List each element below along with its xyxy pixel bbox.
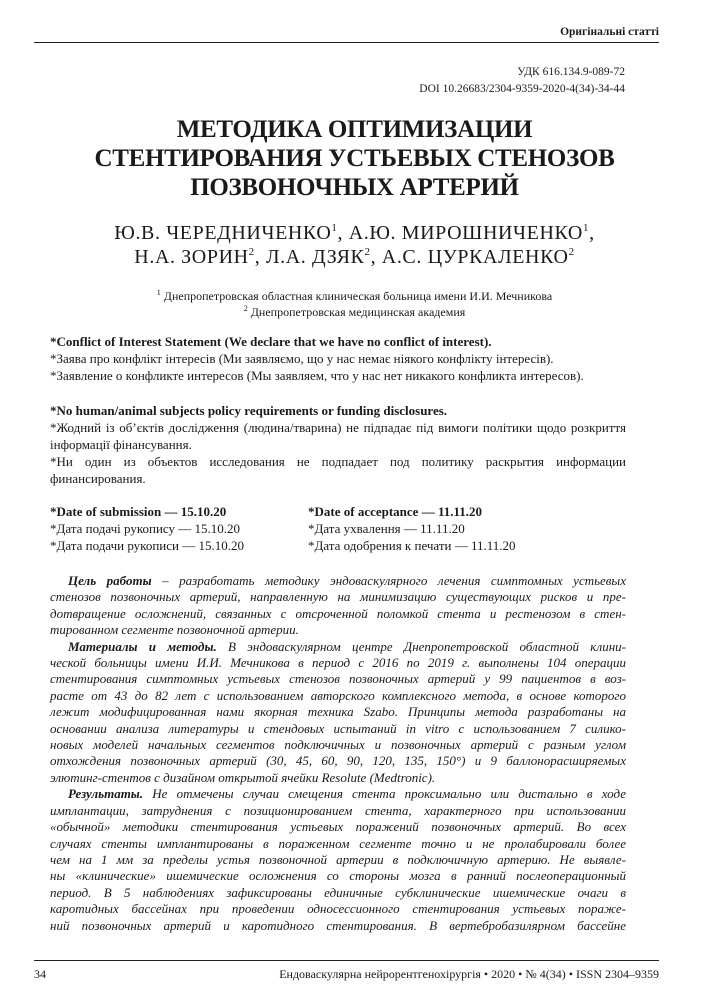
- submission-dates: [50, 503, 300, 554]
- methods-label: Материалы и методы.: [68, 638, 217, 654]
- section-label: Оригінальні статті: [560, 26, 659, 38]
- acceptance-dates: [308, 503, 628, 554]
- abstract-line: ческой больницы имени И.И. Мечникова в период с 2016 по 2019 г. выполнены 104 операции: [50, 655, 626, 671]
- abstract-line: расте от 43 до 82 лет с использованием авторского комплексного метода, в основе которого: [50, 687, 626, 703]
- acceptance-ua: *Дата ухвалення — 11.11.20: [308, 521, 465, 536]
- abstract-line: «обычной» методики стентирования устьевых поражений позвоночных артерий. Во всех: [50, 819, 626, 835]
- author-3: Н.А. ЗОРИН: [134, 246, 249, 268]
- author-5: А.С. ЦУРКАЛЕНКО: [381, 246, 569, 268]
- abstract-line: ны «клинические» ишемические осложнения со стороны мозга в ранний послеоперационный: [50, 868, 626, 884]
- abstract-line: каротидных бассейнах при проведении односессионного стентирования устьевых пораже-: [50, 901, 626, 917]
- abstract-line: [50, 639, 626, 655]
- author-1: Ю.В. ЧЕРЕДНИЧЕНКО: [114, 222, 332, 244]
- conflict-en: *Conflict of Interest Statement (We declare that we have no conflict of interest).: [50, 334, 492, 349]
- title-line-1: МЕТОДИКА ОПТИМИЗАЦИИ: [176, 116, 533, 143]
- conflict-statement: [50, 333, 626, 384]
- author-5-affil: 2: [568, 246, 575, 258]
- affiliations: [50, 288, 659, 320]
- abstract-line: период. В 5 наблюдениях зафиксированы единичные субклинические ишемические очаги в: [50, 884, 626, 900]
- authors-line-1: Ю.В. ЧЕРЕДНИЧЕНКО$^1$, А.Ю. МИРОШНИЧЕНКО$^1$,: [114, 222, 595, 244]
- results-label: Результаты.: [68, 786, 144, 802]
- abstract-line: тированном сегменте позвоночной артерии.: [50, 622, 299, 638]
- affiliation-2-text: Днепропетровская медицинская академия: [250, 305, 466, 319]
- abstract: [50, 573, 626, 934]
- abstract-line: новых моделей начальных сегментов подключичных и позвоночных артерий с разным углом: [50, 737, 626, 753]
- doi: DOI 10.26683/2304-9359-2020-4(34)-34-44: [419, 83, 625, 95]
- article-title: [50, 115, 659, 202]
- abstract-line: чем на 1 мм за пределы устья позвоночной артерии в подключичную артерию. Не выявле-: [50, 851, 626, 867]
- abstract-line: лежит модифицированная нами якорная техника Szabo. Принципы метода разработаны на: [50, 704, 626, 720]
- abstract-line: стенозов позвоночных артерий, направленную на минимизацию существующих рисков и пре-: [50, 589, 626, 605]
- results-text: Не отмечены случаи смещения стента проксимально или дистально в ходе: [143, 786, 626, 802]
- abstract-line: стентирования симптомных устьевых стенозов позвоночных артерий у 99 пациентов в воз-: [50, 671, 626, 687]
- author-3-affil: 2: [248, 246, 255, 258]
- author-1-affil: 1: [331, 222, 338, 234]
- author-list: [50, 221, 659, 269]
- conflict-ru: *Заявление о конфликте интересов (Мы заявляем, что у нас нет никакого конфликта интересов).: [50, 368, 584, 383]
- abstract-aim: [50, 573, 626, 639]
- footer-divider: [34, 960, 659, 961]
- affiliation-2: [50, 304, 659, 320]
- author-4: Л.А. ДЗЯК: [265, 246, 365, 268]
- title-line-3: ПОЗВОНОЧНЫХ АРТЕРИЙ: [190, 174, 519, 201]
- abstract-line: [50, 786, 626, 802]
- abstract-line: ний позвоночных артерий и каротидного стентирования. В вертебробазилярном бассейне: [50, 917, 626, 933]
- page-number: 34: [34, 967, 46, 981]
- abstract-line: случаях стенты имплантированы в пораженном сегменте точно и не пролабировали более: [50, 835, 626, 851]
- affiliation-1: [50, 288, 659, 304]
- methods-text: В эндоваскулярном центре Днепропетровской областной клини-: [216, 638, 626, 654]
- acceptance-ru: *Дата одобрения к печати — 11.11.20: [308, 538, 516, 553]
- abstract-methods: [50, 639, 626, 787]
- author-4-affil: 2: [364, 246, 371, 258]
- affiliation-2-number: 2: [243, 304, 248, 313]
- author-2-affil: 1: [582, 222, 590, 234]
- aim-text: – разработать методику эндоваскулярного лечения симптомных устьевых: [151, 573, 627, 588]
- aim-label: Цель работы: [68, 573, 152, 588]
- affiliation-1-number: 1: [156, 288, 161, 297]
- conflict-ua: *Заява про конфлікт інтересів (Ми заявляємо, що у нас немає ніякого конфлікту інтересів).: [50, 351, 554, 366]
- subjects-en: *No human/animal subjects policy requirements or funding disclosures.: [50, 403, 448, 418]
- abstract-line: элютинг-стентов с дизайном открытой ячейки Resolute (Medtronic).: [50, 769, 436, 785]
- abstract-line: отхождения позвоночных артерий (30, 45, 60, 90, 120, 135, 150°) и 9 баллонорасширяемых: [50, 753, 626, 769]
- submission-ru: *Дата подачи рукописи — 15.10.20: [50, 538, 244, 553]
- abstract-line: [50, 573, 626, 589]
- title-line-2: СТЕНТИРОВАНИЯ УСТЬЕВЫХ СТЕНОЗОВ: [94, 145, 615, 172]
- abstract-line: имплантации, затруднения с позиционированием стента, характерного при использовании: [50, 802, 626, 818]
- abstract-line: основании анализа литературы и стендовых испытаний in vitro с использованием 7 силико-: [50, 720, 626, 736]
- header-divider: [34, 42, 659, 43]
- subjects-ua: *Жодний із об’єктів дослідження (людина/тварина) не підпадає під вимоги політики щодо розкриття інформації фінансування.: [50, 420, 626, 452]
- abstract-line: дотвращение осложнений, связанных с отсроченной поломкой стента и рестенозом в стен-: [50, 605, 626, 621]
- udc-code: УДК 616.134.9-089-72: [517, 66, 625, 78]
- submission-en: *Date of submission — 15.10.20: [50, 504, 227, 519]
- authors-line-2: Н.А. ЗОРИН$^2$, Л.А. ДЗЯК$^2$, А.С. ЦУРКАЛЕНКО$^2$: [134, 246, 575, 268]
- author-2: А.Ю. МИРОШНИЧЕНКО: [348, 222, 583, 244]
- subjects-ru: *Ни один из объектов исследования не подпадает под политику раскрытия информации финансирования.: [50, 454, 626, 486]
- abstract-results: [50, 786, 626, 934]
- subjects-statement: [50, 402, 626, 487]
- journal-info: Ендоваскулярна нейрорентгенохірургія • 2020 • № 4(34) • ISSN 2304–9359: [279, 967, 659, 981]
- submission-ua: *Дата подачі рукопису — 15.10.20: [50, 521, 241, 536]
- affiliation-1-text: Днепропетровская областная клиническая больница имени И.И. Мечникова: [163, 289, 553, 303]
- acceptance-en: *Date of acceptance — 11.11.20: [308, 504, 483, 519]
